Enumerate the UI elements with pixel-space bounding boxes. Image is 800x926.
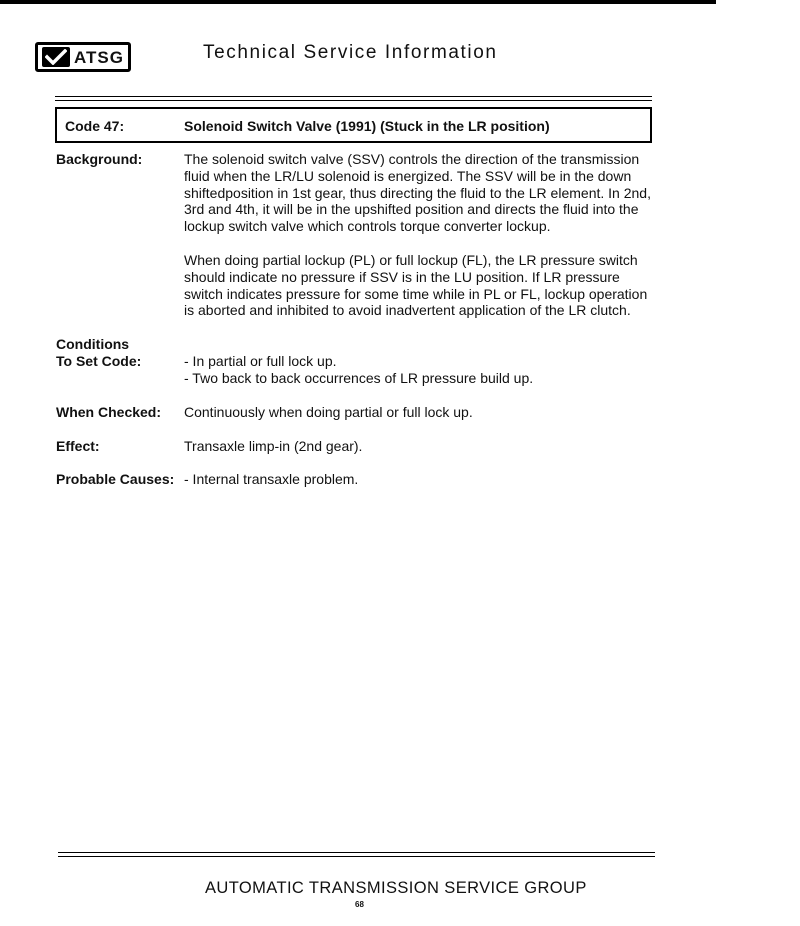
footer-divider: [58, 852, 655, 857]
code-box: [55, 107, 652, 143]
background-label: Background:: [56, 151, 143, 167]
header-divider: [55, 96, 652, 101]
code-label: Code 47:: [65, 118, 125, 134]
logo-text: ATSG: [74, 47, 124, 67]
conditions-label-line2: To Set Code:: [56, 353, 142, 369]
effect-text: Transaxle limp-in (2nd gear).: [184, 438, 363, 454]
footer-title: AUTOMATIC TRANSMISSION SERVICE GROUP: [205, 879, 587, 897]
page-number: 68: [355, 900, 364, 909]
when-checked-text: Continuously when doing partial or full lock up.: [184, 404, 473, 420]
effect-label: Effect:: [56, 438, 100, 454]
conditions-item-1: - In partial or full lock up.: [184, 353, 337, 369]
page-title: Technical Service Information: [203, 42, 498, 63]
atsg-logo: [35, 42, 131, 72]
background-paragraph-2: When doing partial lockup (PL) or full lockup (FL), the LR pressure switch should indicate no pressure if SSV is in the LU position. If LR pressure switch indicates pressure for some time while in PL or FL, lockup operation is aborted and inhibited to avoid inadvertent application of the LR clutch.: [184, 252, 648, 319]
probable-causes-text: - Internal transaxle problem.: [184, 471, 359, 487]
top-border-rule: [0, 0, 716, 4]
when-checked-label: When Checked:: [56, 404, 162, 420]
probable-causes-label: Probable Causes:: [56, 471, 175, 487]
code-title: Solenoid Switch Valve (1991) (Stuck in the LR position): [184, 118, 550, 134]
conditions-label-line1: Conditions: [56, 336, 130, 352]
background-paragraph-1: The solenoid switch valve (SSV) controls the direction of the transmission fluid when the LR/LU solenoid is energized. The SSV will be in the down shiftedposition in 1st gear, thus directing the fluid to the LR element. In 2nd, 3rd and 4th, it will be in the upshifted position and directs the fluid into the lockup switch valve which controls torque converter lockup.: [184, 151, 651, 235]
checkmark-icon: [42, 47, 70, 67]
conditions-item-2: - Two back to back occurrences of LR pressure build up.: [184, 370, 534, 386]
